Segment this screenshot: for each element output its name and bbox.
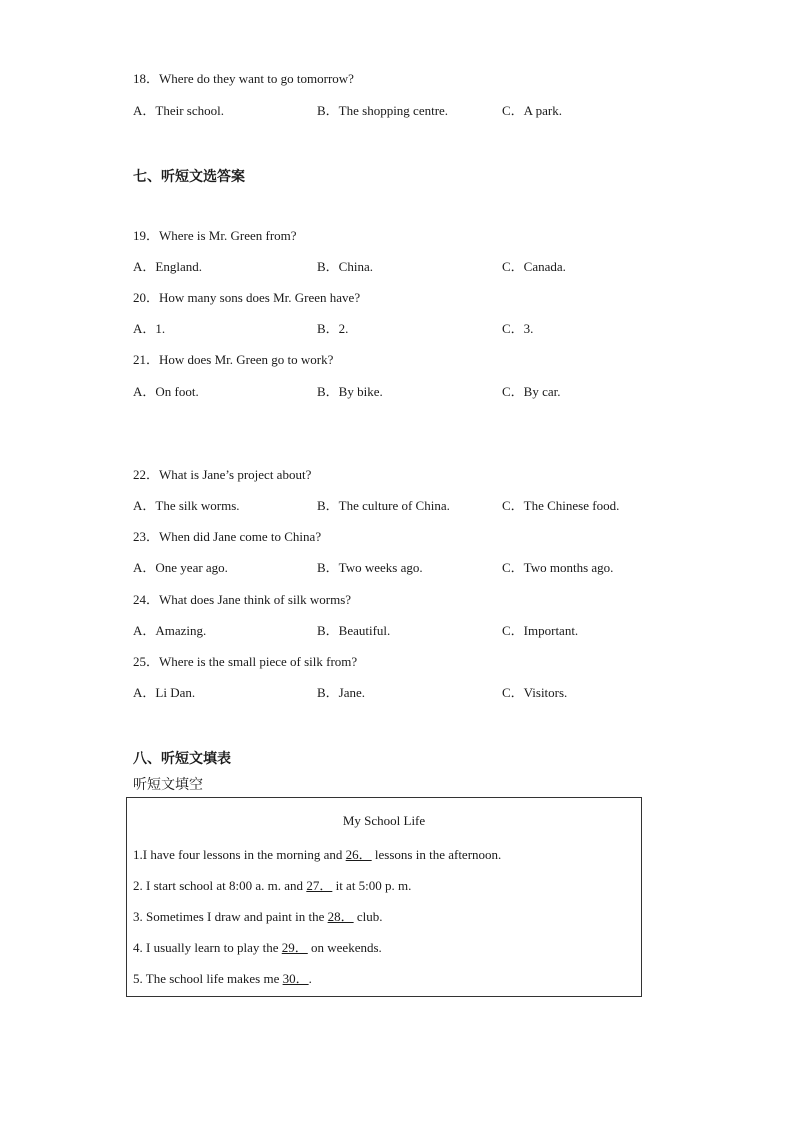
q23-option-c: C．Two months ago. [502,560,614,575]
q19-option-a: A．England. [133,259,202,274]
blank-29[interactable]: 29． [281,940,308,955]
section-8-heading: 八、听短文填表 [133,751,231,767]
question-20: 20．How many sons does Mr. Green have? [133,290,361,305]
question-19: 19．Where is Mr. Green from? [133,228,297,243]
question-21: 21．How does Mr. Green go to work? [133,352,334,367]
blank-30[interactable]: 30． [282,971,309,986]
q20-option-c: C．3. [502,321,534,336]
q24-option-b: B．Beautiful. [317,623,391,638]
q22-option-c: C．The Chinese food. [502,498,620,513]
section-7-heading: 七、听短文选答案 [133,169,245,185]
q19-option-b: B．China. [317,259,373,274]
question-25: 25．Where is the small piece of silk from? [133,654,358,669]
q25-option-a: A．Li Dan. [133,685,196,700]
question-23: 23．When did Jane come to China? [133,529,322,544]
question-18: 18．Where do they want to go tomorrow? [133,71,354,86]
q20-option-a: A．1. [133,321,166,336]
q21-option-a: A．On foot. [133,384,199,399]
section-8-subtitle: 听短文填空 [133,777,203,793]
table-title: My School Life [342,813,426,828]
table-row-4: 4. I usually learn to play the 29． on weekends. [133,940,382,955]
q22-option-b: B．The culture of China. [317,498,450,513]
blank-27[interactable]: 27． [306,878,333,893]
blank-28[interactable]: 28． [327,909,354,924]
question-22: 22．What is Jane’s project about? [133,467,312,482]
q23-option-b: B．Two weeks ago. [317,560,423,575]
q24-option-c: C．Important. [502,623,579,638]
q25-option-c: C．Visitors. [502,685,568,700]
table-row-5: 5. The school life makes me 30．. [133,971,312,986]
q18-option-b: B．The shopping centre. [317,103,449,118]
q21-option-b: B．By bike. [317,384,383,399]
q23-option-a: A．One year ago. [133,560,228,575]
q22-option-a: A．The silk worms. [133,498,240,513]
table-row-1: 1.I have four lessons in the morning and 26． lessons in the afternoon. [133,847,502,862]
table-row-3: 3. Sometimes I draw and paint in the 28． club. [133,909,383,924]
q18-option-c: C．A park. [502,103,562,118]
q19-option-c: C．Canada. [502,259,566,274]
q20-option-b: B．2. [317,321,349,336]
q24-option-a: A．Amazing. [133,623,207,638]
question-24: 24．What does Jane think of silk worms? [133,592,352,607]
q25-option-b: B．Jane. [317,685,366,700]
q21-option-c: C．By car. [502,384,561,399]
fill-in-table [126,797,642,997]
table-row-2: 2. I start school at 8:00 a. m. and 27． it at 5:00 p. m. [133,878,412,893]
q18-option-a: A．Their school. [133,103,224,118]
blank-26[interactable]: 26． [345,847,372,862]
